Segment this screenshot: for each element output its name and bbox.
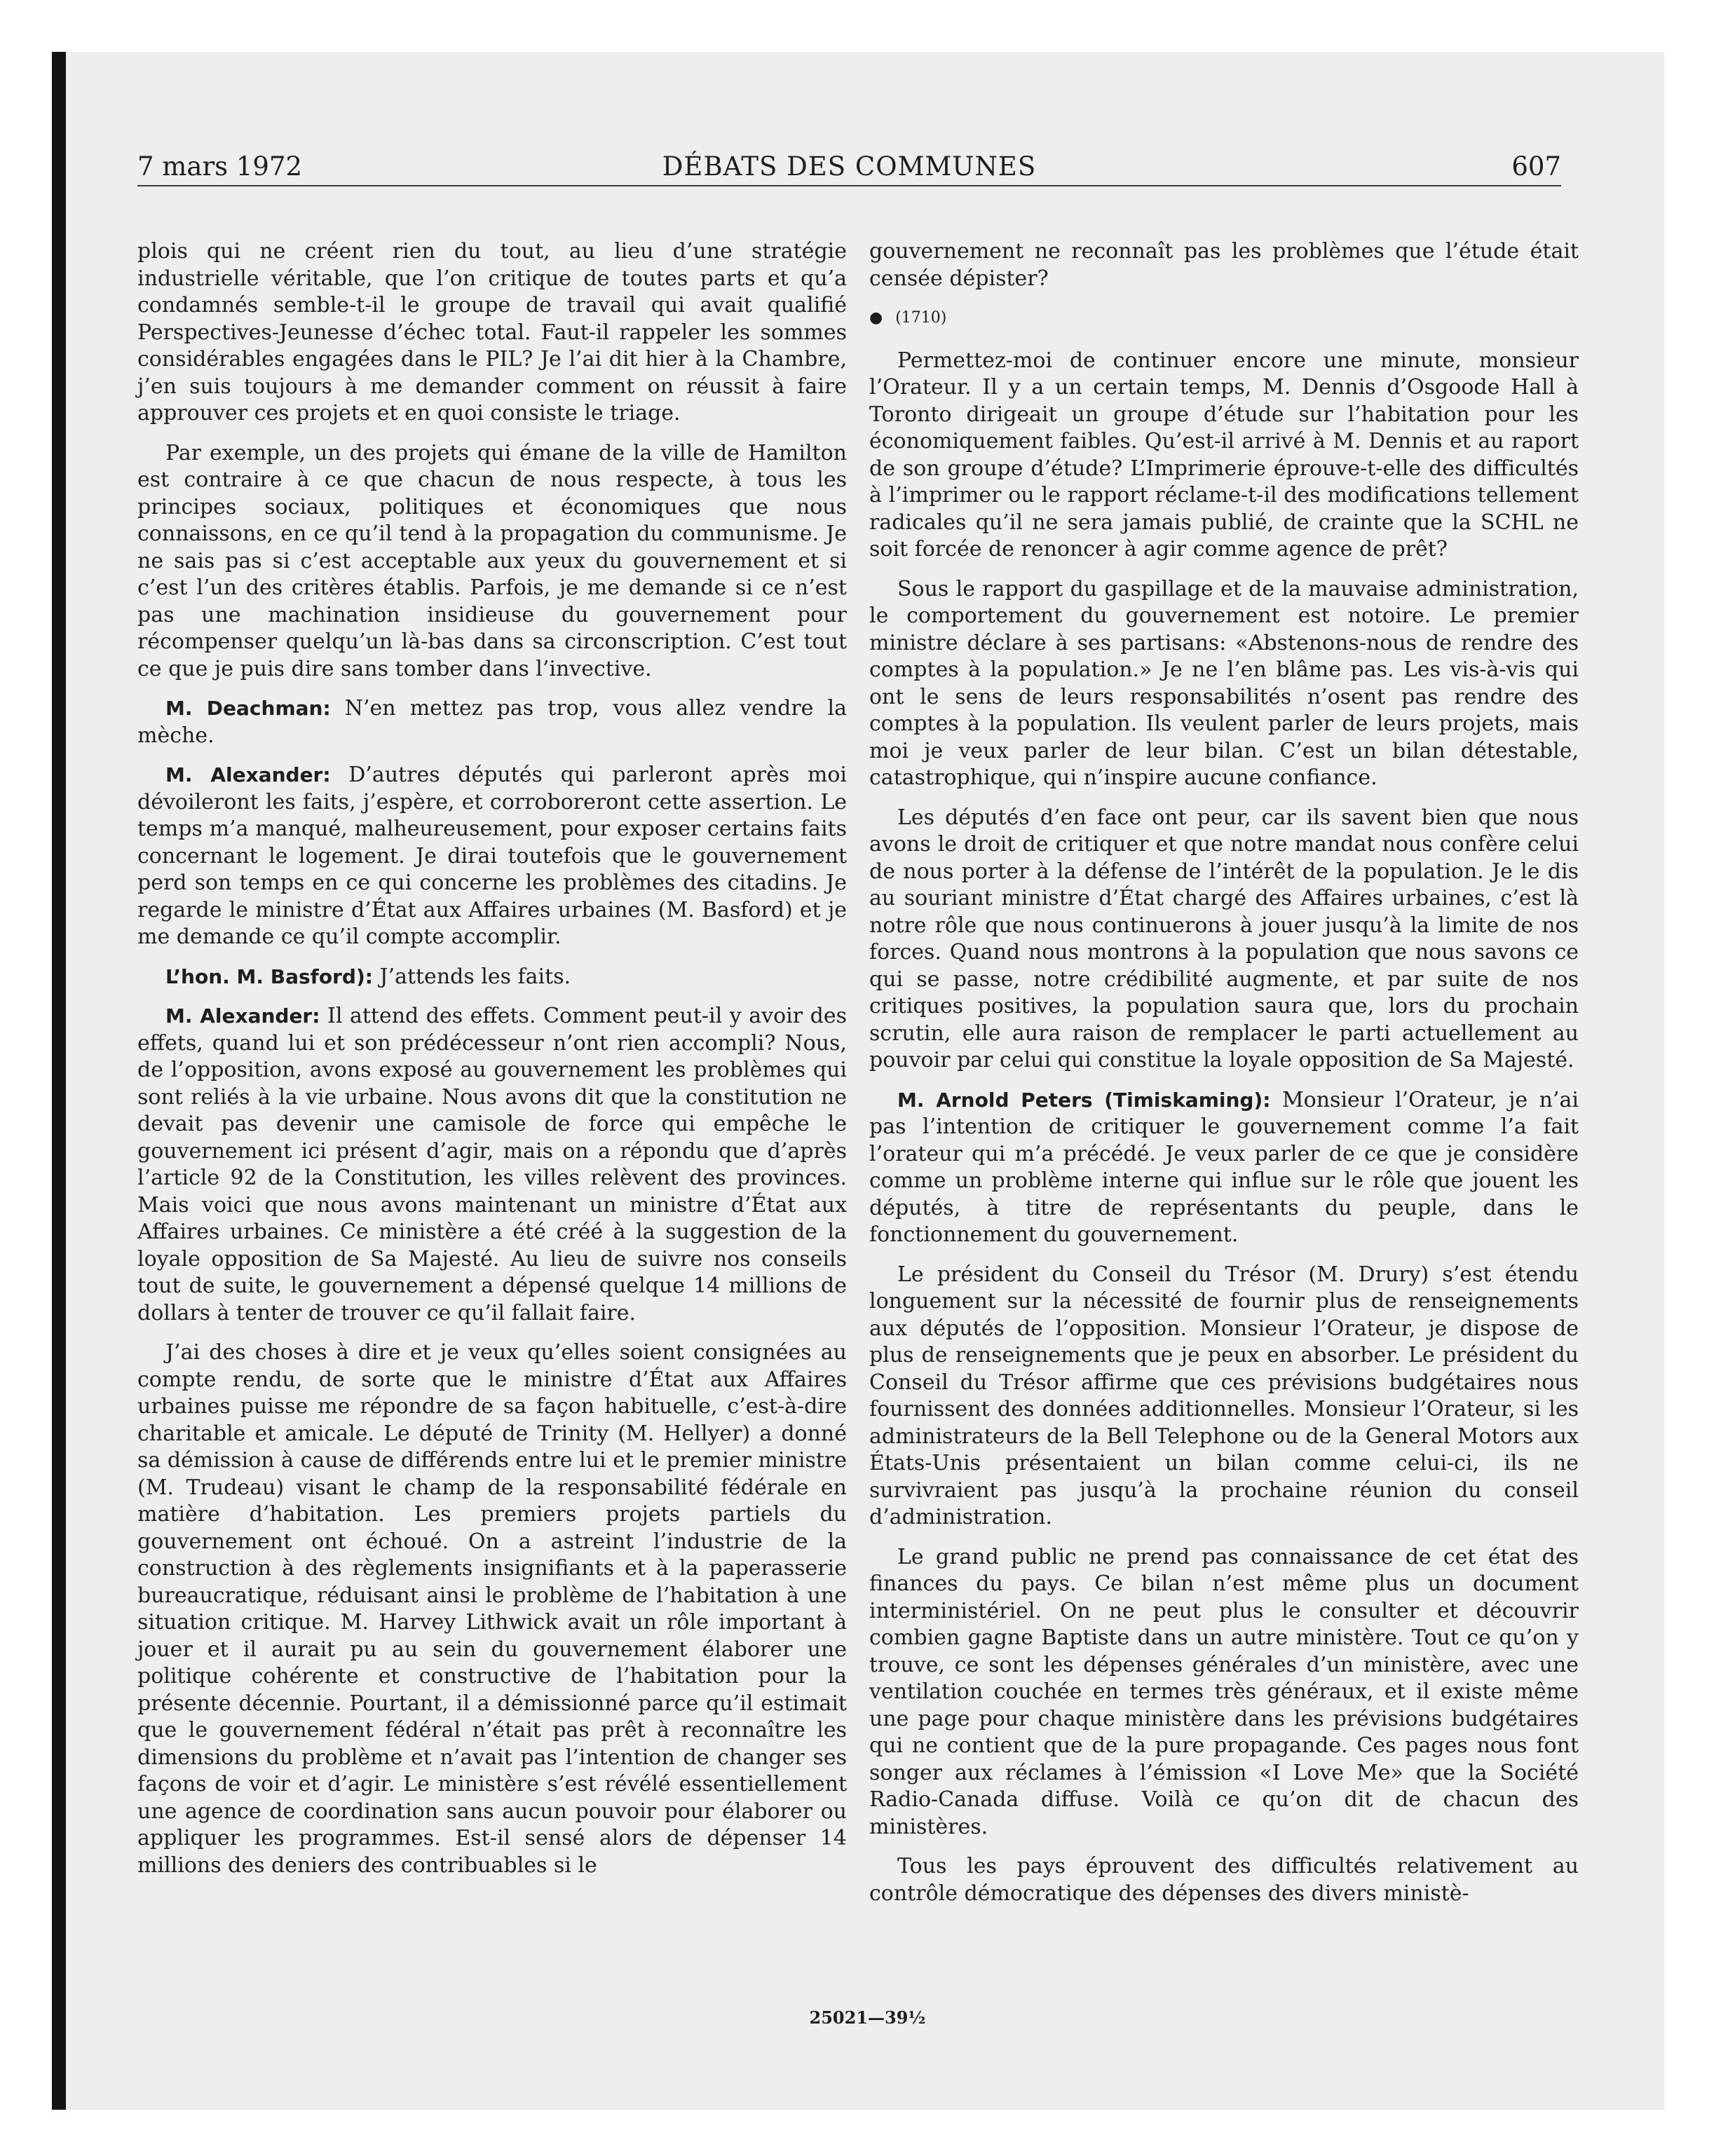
paragraph: [869, 805, 1579, 1074]
header-date: 7 mars 1972: [137, 151, 303, 182]
paragraph-text: J’attends les faits.: [379, 964, 571, 989]
paragraph: [137, 964, 847, 991]
paragraph: [137, 695, 847, 749]
paragraph-text: Le président du Conseil du Trésor (M. Drury) s’est étendu longuement sur la nécessité de fournir plus de renseignements aux députés de l’opposition. Monsieur l’Orateur, je dispose de plus de renseignements que je peux en absorber. Le président du Conseil du Trésor affirme que ces prévisions budgétaires nous fournissent des données additionnelles. Monsieur l’Orateur, si les administrateurs de la Bell Telephone ou de la General Motors aux États-Unis présentaient un bilan comme celui-ci, ils ne survivraient pas jusqu’à la prochaine réunion du conseil d’administration.: [869, 1262, 1579, 1529]
paragraph: [137, 440, 847, 683]
paragraph-text: gouvernement ne reconnaît pas les problèmes que l’étude était censée dépister?: [869, 239, 1579, 291]
paragraph-text: Par exemple, un des projets qui émane de la ville de Hamilton est contraire à ce que chacun de nous respecte, à tous les principes sociaux, politiques et économiques que nous connaissons, en ce qu’il tend à la propagation du communisme. Je ne sais pas si c’est acceptable aux yeux du gouvernement et si c’est l’un des critères établis. Parfois, je me demande si ce n’est pas une machination insidieuse du gouvernement pour récompenser quelqu’un là-bas dans sa circonscription. C’est tout ce que je puis dire sans tomber dans l’invective.: [137, 440, 847, 681]
speaker-name: L’hon. M. Basford):: [165, 964, 373, 988]
time-marker-text: (1710): [895, 309, 947, 327]
paragraph-text: Tous les pays éprouvent des difficultés relativement au contrôle démocratique des dépenses des divers ministè-: [869, 1854, 1579, 1906]
paragraph-text: Il attend des effets. Comment peut-il y avoir des effets, quand lui et son prédécesseur n’ont rien accompli? Nous, de l’opposition, avons exposé au gouvernement les problèmes qui sont reliés à la vie urbaine. Nous avons dit que la constitution ne devait pas devenir une camisole de force qui empêche le gouvernement ici présent d’agir, mais on a répondu que d’après l’article 92 de la Constitution, les villes relèvent des provinces. Mais voici que nous avons maintenant un ministre d’État aux Affaires urbaines. Ce ministère a été créé à la suggestion de la loyale opposition de Sa Majesté. Au lieu de suivre nos conseils tout de suite, le gouvernement a dépensé quelque 14 millions de dollars à tenter de trouver ce qu’il fallait faire.: [137, 1004, 847, 1325]
paragraph-text: plois qui ne créent rien du tout, au lieu d’une stratégie industrielle véritable, que l’on critique de toutes parts et qu’a condamnés semble-t-il le groupe de travail qui avait qualifié Perspectives-Jeunesse d’échec total. Faut-il rappeler les sommes considérables engagées dans le PIL? Je l’ai dit hier à la Chambre, j’en suis toujours à me demander comment on réussit à faire approuver ces projets et en quoi consiste le triage.: [137, 239, 847, 425]
paragraph: [869, 1853, 1579, 1907]
speaker-name: M. Alexander:: [165, 1004, 320, 1028]
paragraph: [869, 1262, 1579, 1531]
speaker-name: M. Arnold Peters (Timiskaming):: [897, 1088, 1271, 1112]
paragraph: [137, 762, 847, 951]
paragraph: [869, 1087, 1579, 1249]
paragraph-text: Permettez-moi de continuer encore une minute, monsieur l’Orateur. Il y a un certain temps, M. Dennis d’Osgoode Hall à Toronto dirigeait un groupe d’étude sur l’habitation pour les économiquement faibles. Qu’est-il arrivé à M. Dennis et au raport de son groupe d’étude? L’Imprimerie éprouve-t-elle des difficultés à l’imprimer ou le rapport réclame-t-il des modifications tellement radicales qu’il ne sera jamais publié, de crainte que la SCHL ne soit forcée de renoncer à agir comme agence de prêt?: [869, 348, 1579, 561]
paragraph-text: N’en mettez pas trop, vous allez vendre la mèche.: [137, 696, 847, 748]
paragraph: [137, 1003, 847, 1327]
paragraph: [869, 348, 1579, 564]
right-column: [869, 238, 1579, 1920]
paragraph-text: Le grand public ne prend pas connaissance de cet état des finances du pays. Ce bilan n’est même plus un document interministériel. On ne peut plus le consulter et découvrir combien gagne Baptiste dans un autre ministère. Tout ce qu’on y trouve, ce sont les dépenses générales d’un ministère, avec une ventilation couchée en termes très généraux, et il existe même une page pour chaque ministère dans les prévisions budgétaires qui ne contient que de la pure propagande. Ces pages nous font songer aux réclames à l’émission «I Love Me» que la Société Radio-Canada diffuse. Voilà ce qu’on dit de chacun des ministères.: [869, 1544, 1579, 1839]
paragraph-text: Les députés d’en face ont peur, car ils savent bien que nous avons le droit de critiquer et que notre mandat nous confère celui de nous porter à la défense de l’intérêt de la population. Je le dis au souriant ministre d’État chargé des Affaires urbaines, c’est là notre rôle que nous continuerons à jouer jusqu’à la limite de nos forces. Quand nous montrons à la population que nous savons ce qui se passe, notre crédibilité augmente, et par suite de nos critiques positives, la population saura que, lors du prochain scrutin, elle aura raison de remplacer le parti actuellement au pouvoir par celui qui constitue la loyale opposition de Sa Majesté.: [869, 805, 1579, 1072]
speaker-name: M. Deachman:: [165, 697, 331, 720]
paragraph-text: D’autres députés qui parleront après moi dévoileront les faits, j’espère, et corroboreront cette assertion. Le temps m’a manqué, malheureusement, pour exposer certains faits concernant le logement. Je dirai toutefois que le gouvernement perd son temps en ce qui concerne les problèmes des citadins. Je regarde le ministre d’État aux Affaires urbaines (M. Basford) et je me demande ce qu’il compte accomplir.: [137, 763, 847, 949]
page-number: 607: [1511, 151, 1561, 182]
paragraph: [137, 1339, 847, 1879]
page-header: [137, 149, 1561, 186]
bullet-icon: ●: [869, 309, 883, 327]
paragraph-text: Sous le rapport du gaspillage et de la mauvaise administration, le comportement du gouvernement est notoire. Le premier ministre déclare à ses partisans: «Abstenons-nous de rendre des comptes à la population.» Je ne l’en blâme pas. Les vis-à-vis qui ont le sens de leurs responsabilités n’osent pas rendre des comptes à la population. Ils veulent parler de leurs projets, mais moi je veux parler de leur bilan. C’est un bilan détestable, catastrophique, qui n’inspire aucune confiance.: [869, 576, 1579, 790]
header-title: DÉBATS DES COMMUNES: [662, 151, 1037, 182]
paragraph: [869, 1544, 1579, 1841]
speaker-name: M. Alexander:: [165, 763, 331, 786]
time-marker: [869, 305, 1579, 332]
paragraph: [137, 238, 847, 428]
paragraph-text: Monsieur l’Orateur, je n’ai pas l’intention de critiquer le gouvernement comme l’a fait l’orateur qui m’a précédé. Je veux parler de ce que je considère comme un problème interne qui influe sur le rôle que jouent les députés, à titre de représentants du peuple, dans le fonctionnement du gouvernement.: [869, 1087, 1579, 1247]
paragraph-text: J’ai des choses à dire et je veux qu’elles soient consignées au compte rendu, de sorte que le ministre d’État aux Affaires urbaines puisse me répondre de sa façon habituelle, c’est-à-dire charitable et amicale. Le député de Trinity (M. Hellyer) a donné sa démission à cause de différends entre lui et le premier ministre (M. Trudeau) visant le champ de la responsabilité fédérale en matière d’habitation. Les premiers projets partiels du gouvernement ont échoué. On a astreint l’industrie de la construction à des règlements insignifiants et à la paperasserie bureaucratique, réduisant ainsi le problème de l’habitation à une situation critique. M. Harvey Lithwick avait un rôle important à jouer et il aurait pu au sein du gouvernement élaborer une politique cohérente et constructive de l’habitation pour la présente décennie. Pourtant, il a démissionné parce qu’il estimait que le gouvernement fédéral n’était pas prêt à reconnaître les dimensions du problème et n’avait pas l’intention de changer ses façons de voir et d’agir. Le ministère s’est révélé essentiellement une agence de coordination sans aucun pouvoir pour élaborer ou appliquer les programmes. Est-il sensé alors de dépenser 14 millions des deniers des contribuables si le: [137, 1340, 847, 1878]
footer-signature: 25021—39½: [809, 2007, 926, 2028]
left-column: [137, 238, 847, 1892]
paragraph: [869, 238, 1579, 292]
paragraph: [869, 576, 1579, 792]
